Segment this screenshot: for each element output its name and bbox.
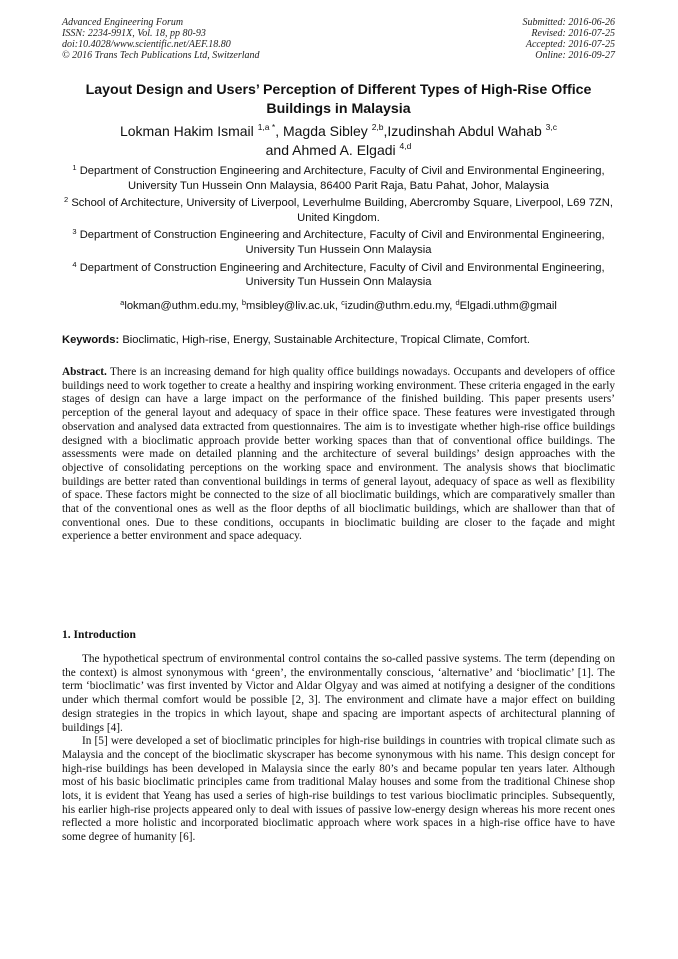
accepted-date: Accepted: 2016-07-25: [525, 39, 615, 50]
affiliation: [62, 164, 615, 193]
abstract-text: There is an increasing demand for high quality office buildings nowadays. Occupants and developers of office buildings need to work together to create a healthy and inspiring working environment. These criteria engaged in the early stages of design can have a large impact on the performance of the finished building. This paper presents users’ perception of the general layout and adequacy of space in their office space. These features were investigated through observation and analysed data extracted from questionnaires. The aim is to investigate whether high-rise office buildings designed with a bioclimatic approach provide better working spaces than that of conventional office buildings. The assessments were made on detailed planning and the architecture of several buildings’ design approaches with the objective of consolidating perceptions on the working space and environment. The analysis shows that bioclimatic buildings are better rated than conventional buildings in terms of general layout, adequacy of space as well as flexibility of space. These factors might be connected to the size of all bioclimatic buildings, which are comparatively smaller than that of the conventional ones as well as the floor depths of all bioclimatic buildings, which are shallower than that of conventional ones. Due to these conditions, occupants in bioclimatic building are closer to the façade and might experience a better environment and space adequacy.: [62, 366, 615, 543]
doi-line[interactable]: doi:10.4028/www.scientific.net/AEF.18.80: [62, 39, 231, 50]
keywords: [62, 333, 615, 347]
author-name: Magda Sibley: [282, 123, 368, 139]
author-list: Lokman Hakim Ismail $^{1,a *}$, Magda Sibley $^{2,b}$,Izudinshah Abdul Wahab $^{3,c}$ and Ahmed A. Elgadi $^{4,d}$: [119, 122, 558, 158]
affiliation-number: 1: [72, 163, 77, 172]
email-link[interactable]: Elgadi.uthm@gmail: [459, 300, 557, 312]
author-affil-marker: 3,c: [545, 122, 558, 132]
copyright-line: © 2016 Trans Tech Publications Ltd, Switzerland: [62, 50, 260, 61]
revised-date: Revised: 2016-07-25: [531, 28, 615, 39]
author-affil-marker: 4,d: [399, 141, 412, 151]
paragraph: The hypothetical spectrum of environmental control contains the so-called passive systems. The term (depending on the context) is almost synonymous with ‘green’, the environmentally conscious, ‘alternative’ and ‘bioclimatic’ [1]. The term ‘bioclimatic’ was first invented by Victor and Aldar Olgyay and was aimed at notifying a designer of the conditions under which thermal comfort would be possible [2, 3]. The environment and climate have a major effect on building design strategies in the tropics in which layout, shape and spacing are important aspects of architectural planning of buildings [4].: [62, 653, 615, 734]
author-affil-marker: 2,b: [371, 122, 384, 132]
email-link[interactable]: izudin@uthm.edu.my,: [344, 300, 453, 312]
journal-name: Advanced Engineering Forum: [62, 17, 184, 28]
affiliation: [62, 228, 615, 257]
affiliation-text: Department of Construction Engineering and Architecture, Faculty of Civil and Environmental Engineering, University Tun Hussein Onn Malaysia: [79, 229, 605, 256]
paragraph: In [5] were developed a set of bioclimatic principles for high-rise buildings in countries with tropical climate such as Malaysia and the concept of the bioclimatic skyscraper has become synonymous with his name. This design concept for high-rise buildings has been developed in Malaysia since the early 80’s and became popular ten years later. Although most of his basic bioclimatic principles came from traditional Malay houses and some from the traditional Chinese shop lots, it is evident that Yeang has used a series of high-rise buildings to test various bioclimatic principles. Subsequently, his earlier high-rise projects appeared only to deal with issues of passive low-energy design whereas his more recent ones reflected a more holistic and incorporated bioclimatic approach where work spaces in a high-rise office have to have some degree of humanity [6].: [62, 735, 615, 844]
author-name: and Ahmed A. Elgadi: [265, 142, 396, 158]
affiliation-number: 2: [64, 195, 69, 205]
issn-line: ISSN: 2234-991X, Vol. 18, pp 80-93: [62, 28, 206, 39]
journal-info: [62, 17, 260, 61]
publication-dates: [523, 17, 616, 61]
submitted-date: Submitted: 2016-06-26: [522, 17, 615, 28]
author-name: Lokman Hakim Ismail: [119, 123, 254, 139]
author-affil-marker: 1,a *: [257, 122, 276, 132]
email-link[interactable]: lokman@uthm.edu.my,: [124, 300, 239, 312]
abstract: [62, 366, 615, 544]
keywords-text: Bioclimatic, High-rise, Energy, Sustainable Architecture, Tropical Climate, Comfort.: [122, 334, 530, 346]
online-date: Online: 2016-09-27: [535, 50, 615, 61]
paper-title: Layout Design and Users’ Perception of Different Types of High-Rise Office Buildings in Malaysia: [85, 82, 592, 117]
affiliation-number: 4: [72, 259, 77, 269]
affiliation-list: [62, 164, 615, 293]
email-marker: d: [455, 298, 460, 307]
affiliation: [62, 261, 615, 290]
email-marker: c: [341, 298, 345, 307]
affiliation-text: Department of Construction Engineering and Architecture, Faculty of Civil and Environmental Engineering, University Tun Hussein Onn Malaysia, 86400 Parit Raja, Batu Pahat, Johor, Malaysia: [79, 165, 605, 192]
affiliation-number: 3: [72, 227, 77, 237]
email-list: [62, 299, 615, 313]
affiliation: [62, 196, 615, 225]
affiliation-text: Department of Construction Engineering and Architecture, Faculty of Civil and Environmental Engineering, University Tun Hussein Onn Malaysia: [79, 261, 605, 289]
keywords-label: Keywords:: [62, 334, 120, 346]
section-heading: 1. Introduction: [62, 629, 136, 641]
affiliation-text: School of Architecture, University of Liverpool, Leverhulme Building, Abercromby Square, Liverpool, L69 7ZN, United Kingdom.: [71, 197, 613, 224]
author-name: Izudinshah Abdul Wahab: [387, 123, 542, 139]
email-link[interactable]: msibley@liv.ac.uk,: [246, 300, 338, 312]
email-marker: b: [241, 298, 246, 307]
introduction-body: [62, 653, 615, 845]
abstract-label: Abstract.: [62, 366, 107, 378]
email-marker: a: [120, 298, 125, 307]
